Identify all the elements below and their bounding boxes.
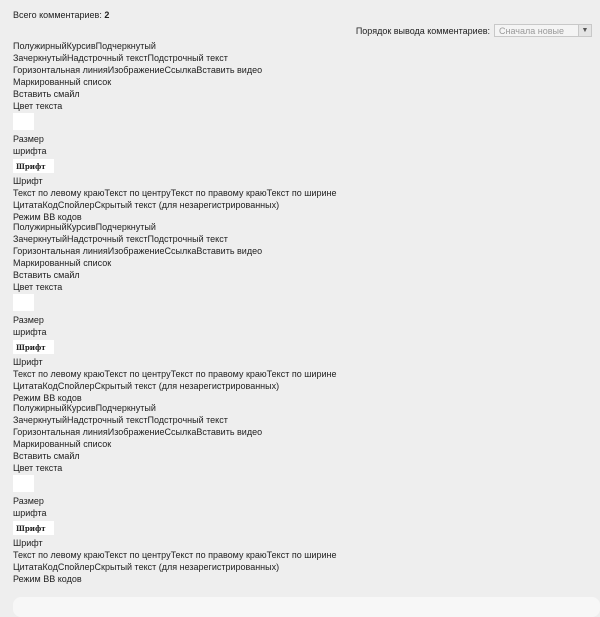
color-label: Цвет текста bbox=[13, 282, 63, 292]
size-label: Размер bbox=[13, 315, 44, 325]
spoiler-button[interactable]: Спойлер bbox=[57, 381, 95, 391]
font-label: Шрифт bbox=[13, 538, 43, 548]
size-label: Размер bbox=[13, 134, 44, 144]
underline-button[interactable]: Подчеркнутый bbox=[95, 41, 156, 51]
color-picker[interactable] bbox=[13, 113, 34, 130]
align-left-button[interactable]: Текст по левому краю bbox=[13, 550, 105, 560]
font-size-select-label: Шрифт bbox=[16, 161, 46, 171]
font-size-select-label: Шрифт bbox=[16, 523, 46, 533]
chevron-down-icon[interactable]: ▼ bbox=[578, 25, 591, 36]
size-label-2: шрифта bbox=[13, 327, 47, 337]
align-center-button[interactable]: Текст по центру bbox=[104, 369, 171, 379]
strike-button[interactable]: Зачеркнутый bbox=[13, 234, 67, 244]
spoiler-button[interactable]: Спойлер bbox=[57, 562, 95, 572]
code-button[interactable]: Код bbox=[42, 562, 58, 572]
bbcode-toolbar-1 bbox=[13, 40, 573, 223]
video-button[interactable]: Вставить видео bbox=[196, 65, 263, 75]
link-button[interactable]: Ссылка bbox=[164, 427, 197, 437]
font-label: Шрифт bbox=[13, 176, 43, 186]
video-button[interactable]: Вставить видео bbox=[196, 427, 263, 437]
hidden-text-button[interactable]: Скрытый текст (для незарегистрированных) bbox=[94, 200, 280, 210]
hr-button[interactable]: Горизонтальная линия bbox=[13, 427, 108, 437]
comment-order-select[interactable] bbox=[494, 24, 592, 37]
italic-button[interactable]: Курсив bbox=[66, 222, 96, 232]
smile-button[interactable]: Вставить смайл bbox=[13, 89, 80, 99]
underline-button[interactable]: Подчеркнутый bbox=[95, 403, 156, 413]
list-button[interactable]: Маркированный список bbox=[13, 439, 112, 449]
underline-button[interactable]: Подчеркнутый bbox=[95, 222, 156, 232]
list-button[interactable]: Маркированный список bbox=[13, 77, 112, 87]
align-justify-button[interactable]: Текст по ширине bbox=[266, 369, 337, 379]
spoiler-button[interactable]: Спойлер bbox=[57, 200, 95, 210]
font-size-select[interactable] bbox=[13, 159, 54, 173]
align-justify-button[interactable]: Текст по ширине bbox=[266, 550, 337, 560]
subscript-button[interactable]: Подстрочный текст bbox=[147, 415, 228, 425]
smile-button[interactable]: Вставить смайл bbox=[13, 270, 80, 280]
font-size-select-label: Шрифт bbox=[16, 342, 46, 352]
bbmode-button[interactable]: Режим BB кодов bbox=[13, 574, 82, 584]
align-right-button[interactable]: Текст по правому краю bbox=[170, 188, 267, 198]
hr-button[interactable]: Горизонтальная линия bbox=[13, 246, 108, 256]
comment-order-label: Порядок вывода комментариев: bbox=[355, 25, 490, 36]
italic-button[interactable]: Курсив bbox=[66, 41, 96, 51]
align-left-button[interactable]: Текст по левому краю bbox=[13, 369, 105, 379]
superscript-button[interactable]: Надстрочный текст bbox=[66, 53, 148, 63]
hidden-text-button[interactable]: Скрытый текст (для незарегистрированных) bbox=[94, 381, 280, 391]
align-center-button[interactable]: Текст по центру bbox=[104, 188, 171, 198]
size-label-2: шрифта bbox=[13, 508, 47, 518]
size-label-2: шрифта bbox=[13, 146, 47, 156]
color-picker[interactable] bbox=[13, 475, 34, 492]
hr-button[interactable]: Горизонтальная линия bbox=[13, 65, 108, 75]
quote-button[interactable]: Цитата bbox=[13, 562, 43, 572]
image-button[interactable]: Изображение bbox=[107, 427, 165, 437]
comments-count-value: 2 bbox=[104, 10, 110, 20]
code-button[interactable]: Код bbox=[42, 381, 58, 391]
image-button[interactable]: Изображение bbox=[107, 65, 165, 75]
size-label: Размер bbox=[13, 496, 44, 506]
bbmode-button[interactable]: Режим BB кодов bbox=[13, 212, 82, 222]
align-left-button[interactable]: Текст по левому краю bbox=[13, 188, 105, 198]
strike-button[interactable]: Зачеркнутый bbox=[13, 415, 67, 425]
font-label: Шрифт bbox=[13, 357, 43, 367]
comment-panel bbox=[13, 597, 600, 617]
smile-button[interactable]: Вставить смайл bbox=[13, 451, 80, 461]
bold-button[interactable]: Полужирный bbox=[13, 403, 67, 413]
align-right-button[interactable]: Текст по правому краю bbox=[170, 550, 267, 560]
bbmode-button[interactable]: Режим BB кодов bbox=[13, 393, 82, 403]
comment-order bbox=[356, 24, 592, 37]
video-button[interactable]: Вставить видео bbox=[196, 246, 263, 256]
font-size-select[interactable] bbox=[13, 521, 54, 535]
color-label: Цвет текста bbox=[13, 101, 63, 111]
bbcode-toolbar-3 bbox=[13, 402, 573, 585]
italic-button[interactable]: Курсив bbox=[66, 403, 96, 413]
bbcode-toolbar-2 bbox=[13, 221, 573, 404]
superscript-button[interactable]: Надстрочный текст bbox=[66, 415, 148, 425]
subscript-button[interactable]: Подстрочный текст bbox=[147, 53, 228, 63]
comments-count bbox=[13, 10, 109, 20]
quote-button[interactable]: Цитата bbox=[13, 381, 43, 391]
comments-count-label: Всего комментариев: bbox=[13, 10, 102, 20]
quote-button[interactable]: Цитата bbox=[13, 200, 43, 210]
list-button[interactable]: Маркированный список bbox=[13, 258, 112, 268]
code-button[interactable]: Код bbox=[42, 200, 58, 210]
bold-button[interactable]: Полужирный bbox=[13, 41, 67, 51]
comment-order-value: Сначала новые bbox=[499, 25, 564, 36]
hidden-text-button[interactable]: Скрытый текст (для незарегистрированных) bbox=[94, 562, 280, 572]
color-picker[interactable] bbox=[13, 294, 34, 311]
link-button[interactable]: Ссылка bbox=[164, 246, 197, 256]
align-justify-button[interactable]: Текст по ширине bbox=[266, 188, 337, 198]
font-size-select[interactable] bbox=[13, 340, 54, 354]
align-right-button[interactable]: Текст по правому краю bbox=[170, 369, 267, 379]
link-button[interactable]: Ссылка bbox=[164, 65, 197, 75]
image-button[interactable]: Изображение bbox=[107, 246, 165, 256]
align-center-button[interactable]: Текст по центру bbox=[104, 550, 171, 560]
color-label: Цвет текста bbox=[13, 463, 63, 473]
bold-button[interactable]: Полужирный bbox=[13, 222, 67, 232]
subscript-button[interactable]: Подстрочный текст bbox=[147, 234, 228, 244]
strike-button[interactable]: Зачеркнутый bbox=[13, 53, 67, 63]
superscript-button[interactable]: Надстрочный текст bbox=[66, 234, 148, 244]
